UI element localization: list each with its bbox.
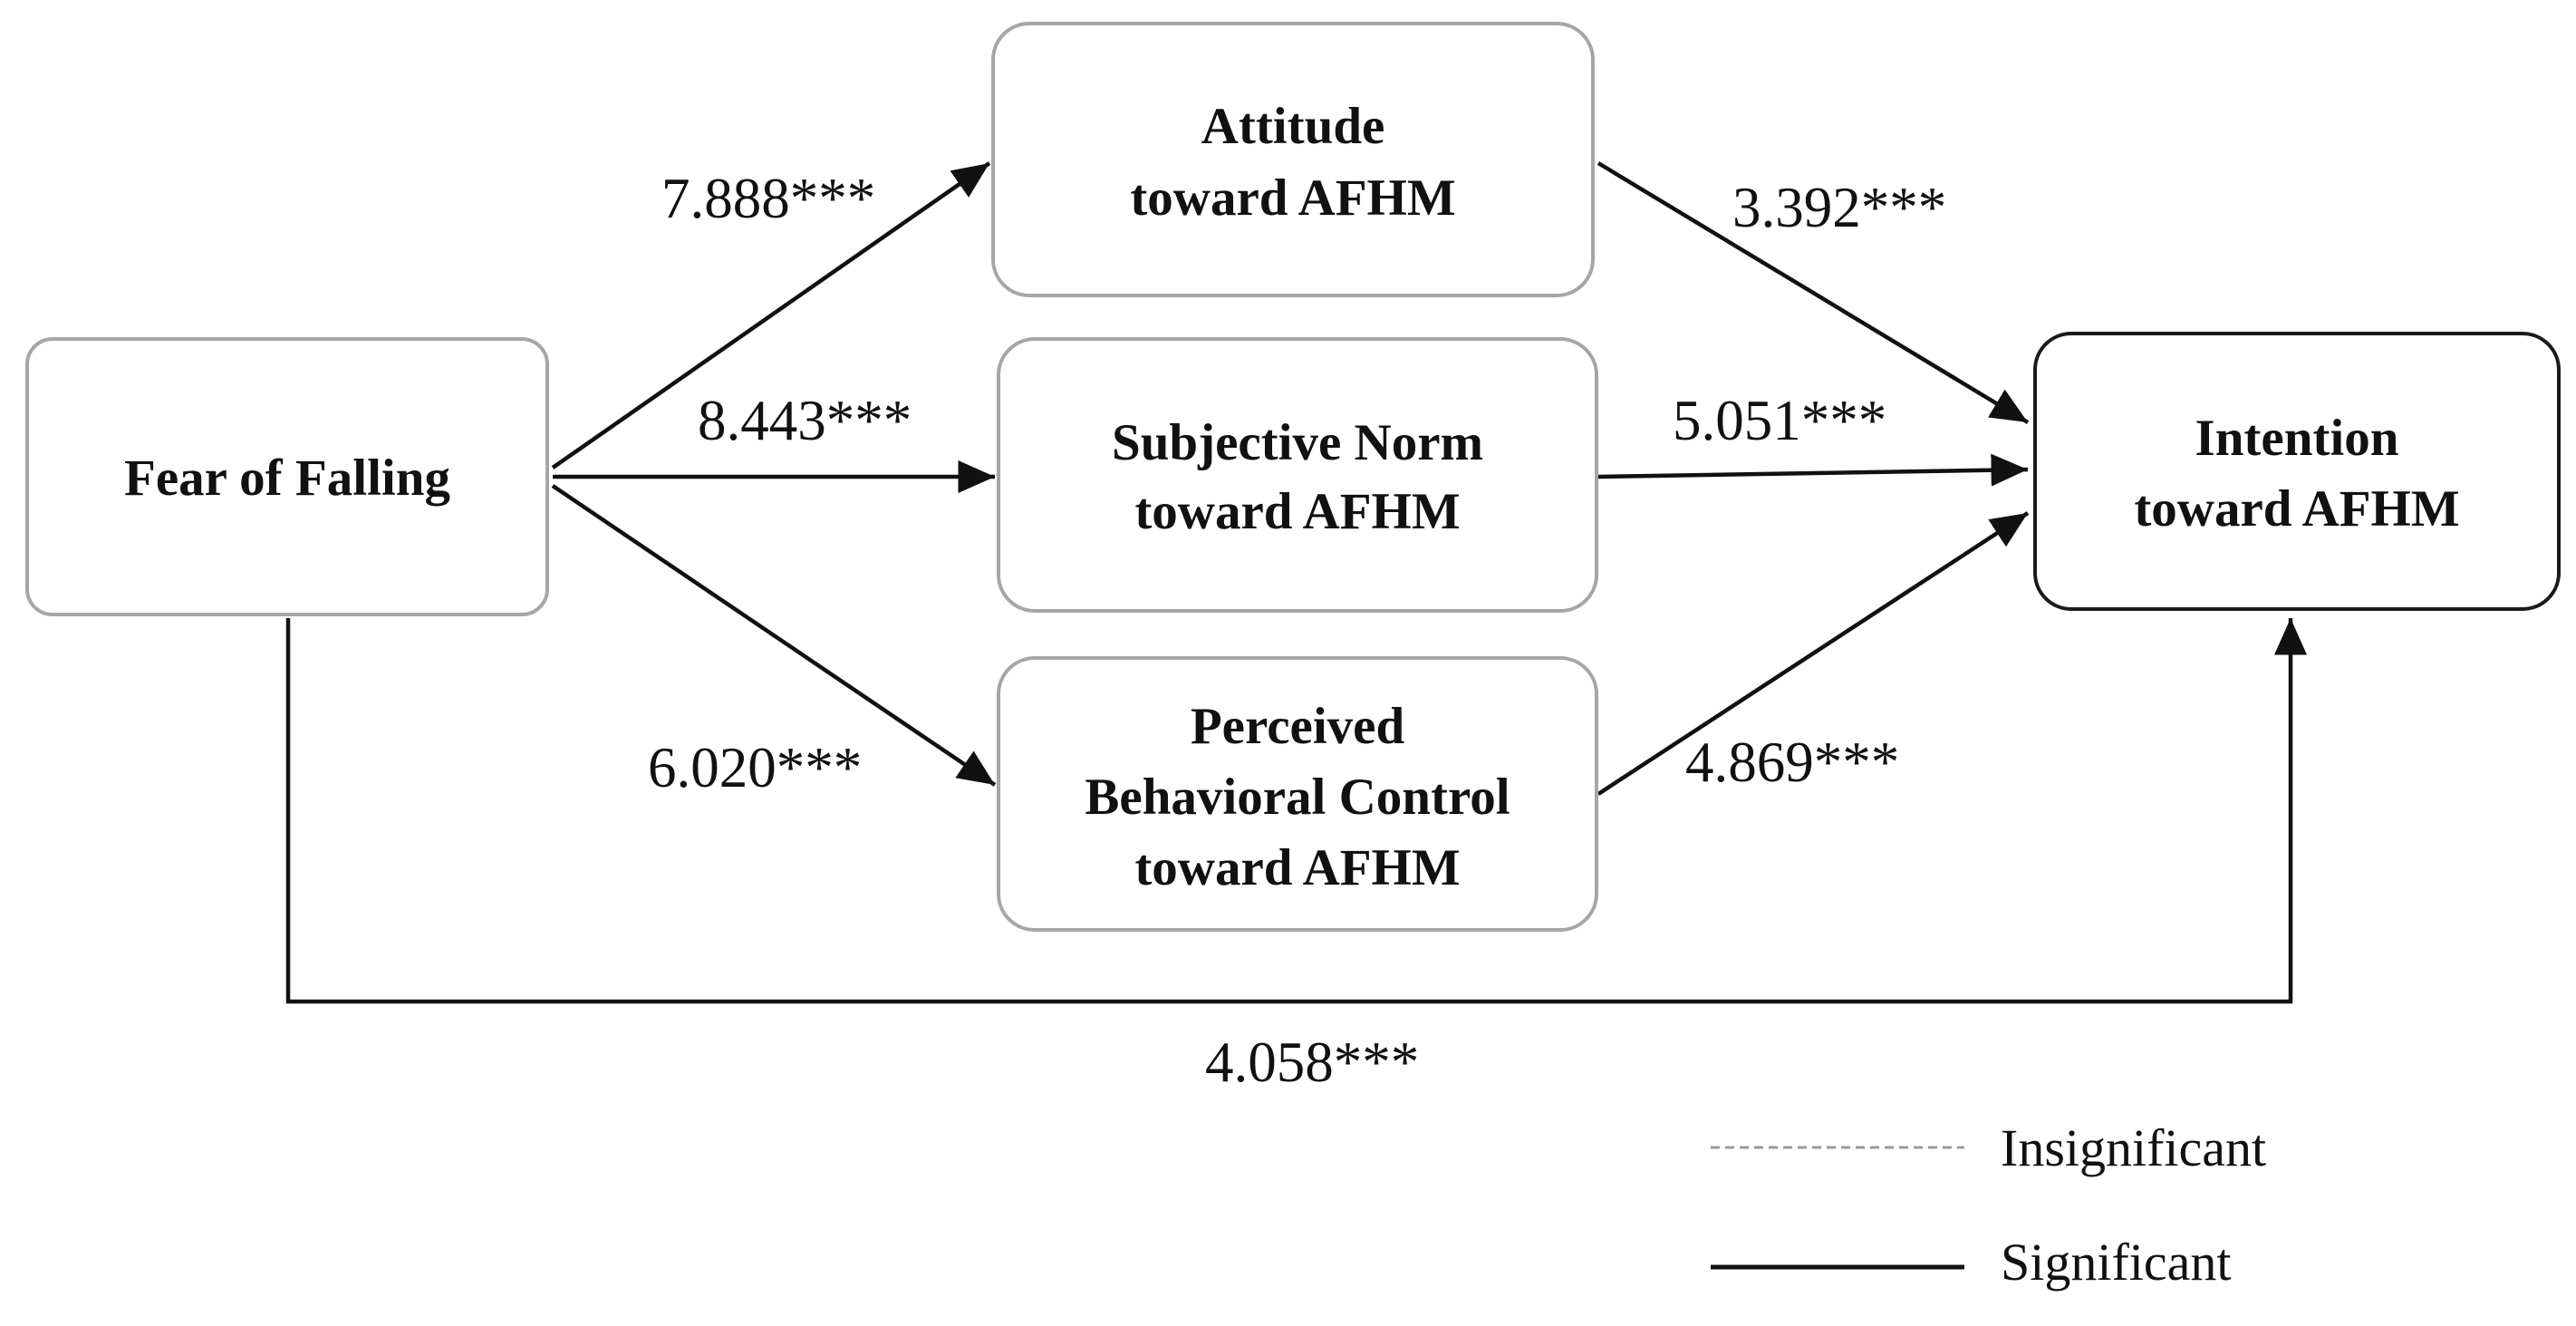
node-norm-line2: toward AFHM (1134, 483, 1461, 540)
node-attitude-line2: toward AFHM (1130, 169, 1456, 227)
node-intention-line2: toward AFHM (2134, 480, 2460, 537)
node-perceived-behavioral-control (999, 658, 1597, 930)
coef-pbc-to-intention: 4.869*** (1685, 731, 1900, 794)
coef-attitude-to-intention: 3.392*** (1732, 176, 1947, 239)
node-pbc-line1: Perceived (1190, 698, 1405, 755)
legend-insignificant-label: Insignificant (2001, 1118, 2267, 1177)
coef-fear-to-attitude: 7.888*** (661, 167, 876, 230)
node-fear-label: Fear of Falling (124, 450, 450, 507)
coef-norm-to-intention: 5.051*** (1673, 389, 1887, 452)
node-attitude (993, 24, 1593, 295)
node-pbc-line3: toward AFHM (1134, 839, 1461, 896)
node-intention-line1: Intention (2195, 410, 2399, 467)
node-attitude-line1: Attitude (1201, 98, 1385, 155)
coef-fear-to-pbc: 6.020*** (648, 736, 863, 799)
node-norm-line1: Subjective Norm (1112, 414, 1483, 471)
node-fear-of-falling (27, 339, 547, 615)
legend-significant-label: Significant (2001, 1233, 2232, 1292)
node-subjective-norm (999, 339, 1597, 611)
node-pbc-line2: Behavioral Control (1085, 769, 1510, 826)
node-intention (2035, 334, 2559, 609)
legend (1711, 1118, 2266, 1292)
path-norm-to-intention (1598, 469, 2028, 477)
coef-fear-to-intention: 4.058*** (1205, 1031, 1420, 1094)
coef-fear-to-norm: 8.443*** (698, 389, 912, 452)
